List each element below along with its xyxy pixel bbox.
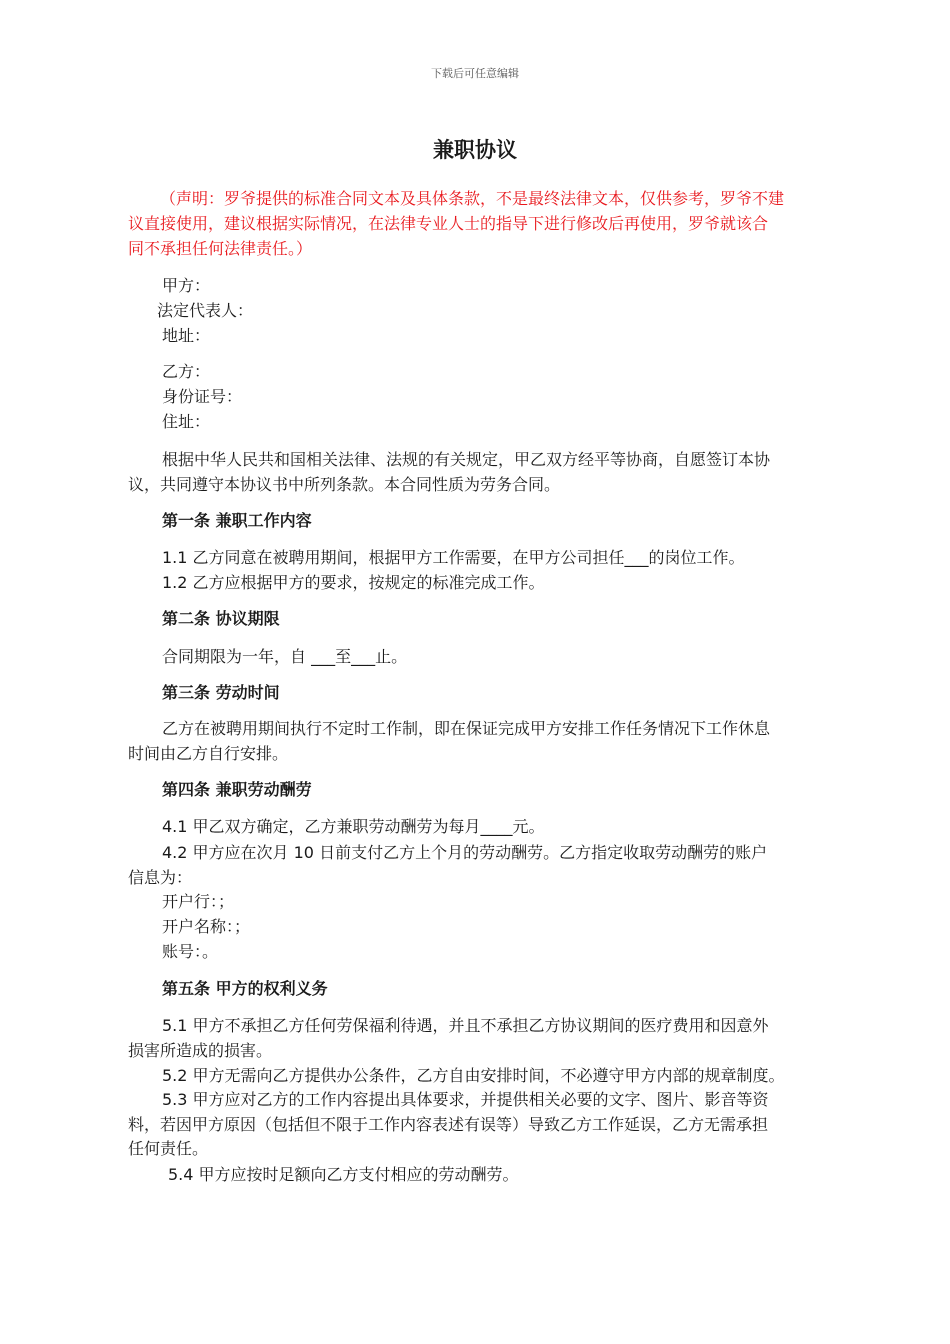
bank-label: 开户行：； (162, 892, 235, 911)
clause: 料，若因甲方原因（包括但不限于工作内容表述有误等）导致乙方工作延误，乙方无需承担 (128, 1115, 769, 1134)
clause: 5.2 甲方无需向乙方提供办公条件，乙方自由安排时间，不必遵守甲方内部的规章制度。 (162, 1066, 785, 1085)
account-name-label: 开户名称：； (162, 917, 251, 936)
article-heading: 第五条 甲方的权利义务 (162, 979, 328, 998)
clause: 5.4 甲方应按时足额向乙方支付相应的劳动酬劳。 (168, 1165, 519, 1184)
account-number-label: 账号：。 (162, 942, 219, 961)
notice-line: 同不承担任何法律责任。） (128, 239, 313, 258)
party-a-address-label: 地址： (162, 326, 211, 345)
clause: 1.1 乙方同意在被聘用期间，根据甲方工作需要，在甲方公司担任___的岗位工作。 (162, 548, 745, 567)
clause: 损害所造成的损害。 (128, 1041, 273, 1060)
party-b-address-label: 住址： (162, 412, 211, 431)
clause: 1.2 乙方应根据甲方的要求，按规定的标准完成工作。 (162, 573, 545, 592)
article-heading: 第三条 劳动时间 (162, 683, 280, 702)
clause: 任何责任。 (128, 1139, 209, 1158)
notice-line: （声明：罗爷提供的标准合同文本及具体条款，不是最终法律文本，仅供参考，罗爷不建 (160, 189, 785, 208)
preamble-line: 根据中华人民共和国相关法律、法规的有关规定，甲乙双方经平等协商，自愿签订本协 (162, 450, 771, 469)
clause: 4.2 甲方应在次月 10 日前支付乙方上个月的劳动酬劳。乙方指定收取劳动酬劳的账户 (162, 843, 768, 862)
clause: 时间由乙方自行安排。 (128, 744, 289, 763)
clause: 5.1 甲方不承担乙方任何劳保福利待遇，并且不承担乙方协议期间的医疗费用和因意外 (162, 1016, 769, 1035)
party-b-id-label: 身份证号： (162, 387, 243, 406)
clause: 乙方在被聘用期间执行不定时工作制，即在保证完成甲方安排工作任务情况下工作休息 (162, 719, 771, 738)
notice-line: 议直接使用，建议根据实际情况，在法律专业人士的指导下进行修改后再使用，罗爷就该合 (128, 214, 769, 233)
party-b-label: 乙方： (162, 362, 211, 381)
document-title: 兼职协议 (433, 138, 517, 162)
article-heading: 第二条 协议期限 (162, 609, 280, 628)
clause: 4.1 甲乙双方确定，乙方兼职劳动酬劳为每月____元。 (162, 817, 545, 836)
article-heading: 第一条 兼职工作内容 (162, 511, 312, 530)
party-a-label: 甲方： (162, 276, 211, 295)
article-heading: 第四条 兼职劳动酬劳 (162, 780, 312, 799)
preamble-line: 议，共同遵守本协议书中所列条款。本合同性质为劳务合同。 (128, 475, 561, 494)
clause: 合同期限为一年，自 ___至___止。 (162, 647, 408, 666)
clause: 5.3 甲方应对乙方的工作内容提出具体要求，并提供相关必要的文字、图片、影音等资 (162, 1090, 769, 1109)
party-a-representative-label: 法定代表人： (157, 301, 254, 320)
page-header: 下载后可任意编辑 (431, 67, 519, 80)
clause: 信息为： (128, 868, 193, 887)
